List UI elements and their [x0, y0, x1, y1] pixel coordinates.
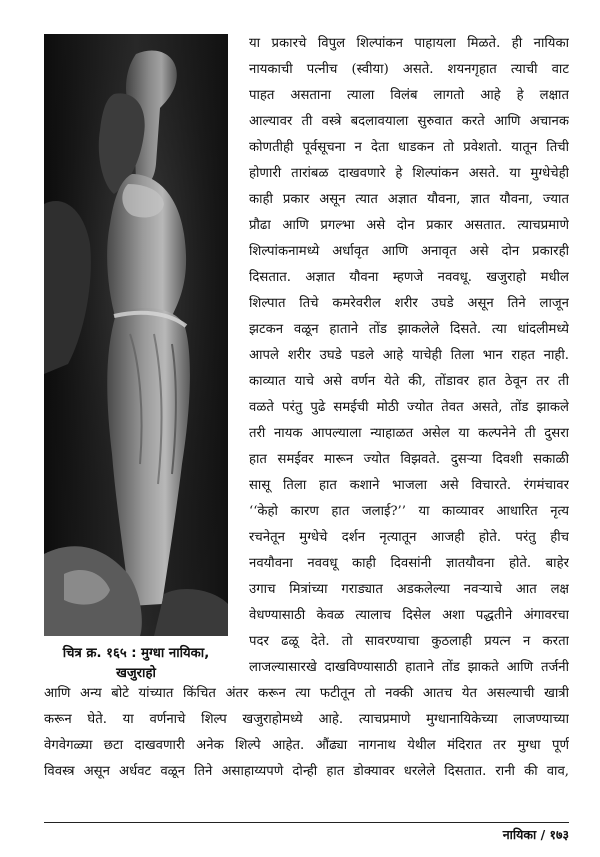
body-line: पाहत असताना त्याला विलंब लागतो आहे हे लक्षात — [249, 88, 569, 103]
body-line: दिसतात. अज्ञात यौवना म्हणजे नववधू. खजुराहो मधील — [249, 270, 569, 285]
body-line: पदर ढळू देते. तो सावरण्याचा कुठलाही प्रयत्न न करता — [249, 634, 569, 649]
figure-caption-line-2: खजुराहो — [116, 666, 156, 681]
body-line: होणारी तारांबळ दाखवणारे हे शिल्पांकन असते. या मुग्धेचेही — [249, 166, 569, 181]
sculpture-figure-illustration — [44, 34, 228, 636]
body-line: नायकाची पत्नीच (स्वीया) असते. शयनगृहात त्याची वाट — [249, 62, 569, 77]
body-line: काही प्रकार असून त्यात अज्ञात यौवना, ज्ञात यौवना, ज्यात — [249, 192, 569, 207]
body-line: कोणतीही पूर्वसूचना न देता धाडकन तो प्रवेशतो. यातून तिची — [249, 140, 569, 155]
body-line: तरी नायक आपल्याला न्याहाळत असेल या कल्पनेने ती दुसरा — [249, 426, 569, 441]
body-line: सासू तिला हात कशाने भाजला असे विचारते. रंगमंचावर — [249, 478, 569, 493]
body-line: या प्रकारचे विपुल शिल्पांकन पाहायला मिळते. ही नायिका — [249, 36, 569, 51]
body-line: ‘‘केहो कारण हात जलाई?’’ या काव्यावर आधारित नृत्य — [249, 504, 569, 519]
body-line: वेगवेगळ्या छटा दाखवणारी अनेक शिल्पे आहेत. औंढ्या नागनाथ येथील मंदिरात तर मुग्धा पूर्ण — [44, 738, 569, 753]
body-line: उगाच मित्रांच्या गराड्यात अडकलेल्या नवऱ्याचे आत लक्ष — [249, 582, 569, 597]
body-line: प्रौढा आणि प्रगल्भा असे दोन प्रकार असतात. त्याचप्रमाणे — [249, 218, 569, 233]
body-line: हात समईवर मारून ज्योत विझवते. दुसऱ्या दिवशी सकाळी — [249, 452, 569, 467]
body-line: आणि अन्य बोटे यांच्यात किंचित अंतर करून त्या फटीतून तो नक्की आतच येत असल्याची खात्री — [44, 686, 569, 701]
body-line: काव्यात याचे असे वर्णन येते की, तोंडावर हात ठेवून तर ती — [249, 374, 569, 389]
body-line: झटकन वळून हाताने तोंड झाकलेले दिसते. त्या धांदलीमध्ये — [249, 322, 569, 337]
body-line: विवस्त्र असून अर्धवट वळून तिने असाहाय्यपणे दोन्ही हात डोक्यावर धरलेले दिसतात. रानी की वाव, — [44, 764, 569, 779]
body-line: शिल्पात तिचे कमरेवरील शरीर उघडे असून तिने लाजून — [249, 296, 569, 311]
body-line: नवयौवना नववधू काही दिवसांनी ज्ञातयौवना होते. बाहेर — [249, 556, 569, 571]
figure-caption-line-1: चित्र क्र. १६५ : मुग्धा नायिका, — [62, 646, 210, 661]
body-line: वळते परंतु पुढे समईची मोठी ज्योत तेवत असते, तोंड झाकले — [249, 400, 569, 415]
body-line: आल्यावर ती वस्त्रे बदलावयाला सुरुवात करते आणि अचानक — [249, 114, 569, 129]
body-line: शिल्पांकनामध्ये अर्धावृत आणि अनावृत असे दोन प्रकारही — [249, 244, 569, 259]
sculpture-photograph — [44, 34, 228, 636]
body-line: लाजल्यासारखे दाखविण्यासाठी हाताने तोंड झाकते आणि तर्जनी — [249, 660, 569, 675]
body-line: करून घेते. या वर्णनाचे शिल्प खजुराहोमध्ये आहे. त्याचप्रमाणे मुग्धानायिकेच्या लाजण्याच्या — [44, 712, 569, 727]
page-footer: नायिका / १७३ — [502, 827, 569, 842]
body-line: रचनेतून मुग्धेचे दर्शन नृत्यातून आजही होते. परंतु हीच — [249, 530, 569, 545]
body-line: आपले शरीर उघडे पडले आहे याचेही तिला भान राहत नाही. — [249, 348, 569, 363]
body-line: वेधण्यासाठी केवळ त्यालाच दिसेल अशा पद्धतीने अंगावरचा — [249, 608, 569, 623]
figure-caption — [44, 644, 228, 684]
footer-divider — [44, 822, 569, 823]
